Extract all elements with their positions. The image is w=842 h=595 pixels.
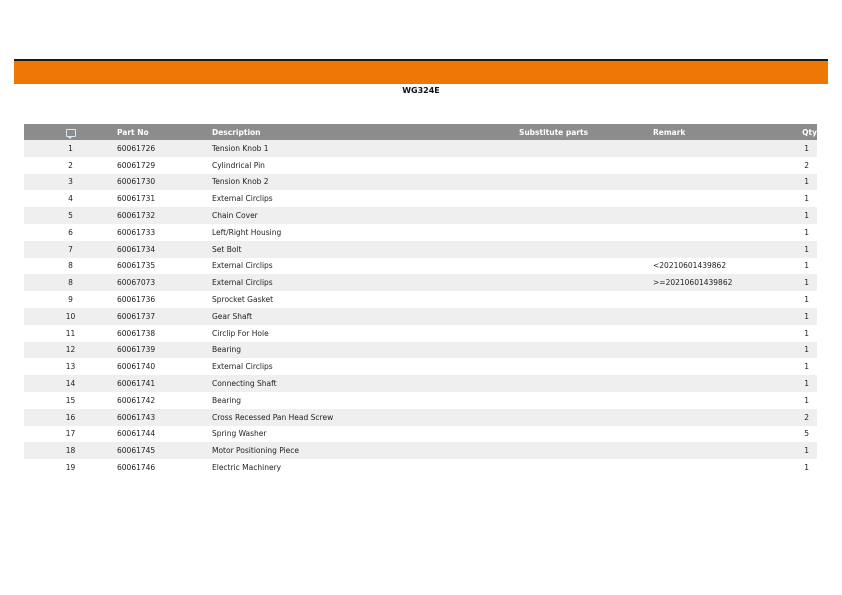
cell-index: 1 — [24, 140, 117, 157]
table-row — [24, 224, 817, 241]
cell-remark — [653, 325, 747, 342]
cell-remark — [653, 207, 747, 224]
cell-index: 6 — [68, 227, 73, 237]
table-row — [24, 174, 817, 191]
cell-qty: 1 — [747, 308, 817, 325]
cell-part-no: 60061743 — [117, 409, 212, 426]
cell-qty: 1 — [804, 295, 809, 305]
table-row — [24, 140, 817, 157]
cell-description: Bearing — [212, 395, 242, 405]
table-row — [24, 258, 817, 275]
table-row — [24, 459, 817, 476]
cell-substitute-parts — [454, 174, 653, 191]
cell-substitute-parts — [454, 375, 653, 392]
cell-remark — [653, 358, 747, 375]
cell-index: 13 — [65, 362, 76, 372]
cell-substitute-parts — [454, 241, 653, 258]
cell-index: 2 — [68, 160, 73, 170]
cell-substitute-parts — [454, 442, 653, 459]
table-row — [24, 409, 817, 426]
cell-index: 19 — [65, 463, 76, 473]
cell-remark — [653, 459, 747, 476]
table-row — [24, 342, 817, 359]
cell-remark — [653, 241, 747, 258]
cell-remark — [653, 308, 747, 325]
cell-qty: 1 — [747, 207, 817, 224]
cell-description: Motor Positioning Piece — [212, 442, 454, 459]
cell-qty: 1 — [747, 140, 817, 157]
table-row — [24, 157, 817, 174]
header-part-no: Part No — [117, 124, 212, 140]
cell-substitute-parts — [454, 392, 653, 409]
cell-description: Spring Washer — [212, 429, 267, 439]
cell-remark — [653, 426, 747, 443]
cell-qty: 2 — [747, 409, 817, 426]
cell-qty: 1 — [747, 442, 817, 459]
cell-index: 7 — [24, 241, 117, 258]
cell-substitute-parts — [454, 308, 653, 325]
cell-description: External Circlips — [212, 274, 454, 291]
cell-qty: 1 — [747, 241, 817, 258]
cell-remark — [653, 224, 747, 241]
cell-substitute-parts — [454, 274, 653, 291]
table-header-row — [24, 124, 817, 140]
cell-substitute-parts — [454, 342, 653, 359]
cell-remark — [653, 157, 747, 174]
cell-substitute-parts — [454, 157, 653, 174]
cell-index: 15 — [65, 395, 76, 405]
cell-qty: 1 — [804, 362, 809, 372]
table-row — [24, 274, 817, 291]
cell-description: Electric Machinery — [212, 463, 282, 473]
cell-substitute-parts — [454, 409, 653, 426]
cell-remark — [653, 291, 747, 308]
cell-description: Bearing — [212, 342, 454, 359]
cell-description: Cylindrical Pin — [212, 160, 265, 170]
cell-part-no: 60061738 — [117, 328, 156, 338]
table-row — [24, 291, 817, 308]
table-row — [24, 190, 817, 207]
table-row — [24, 241, 817, 258]
cell-part-no: 60061731 — [117, 194, 156, 204]
cell-index: 14 — [24, 375, 117, 392]
cell-description: Connecting Shaft — [212, 375, 454, 392]
cell-part-no: 60061746 — [117, 463, 156, 473]
cell-part-no: 60061742 — [117, 395, 156, 405]
cell-remark — [653, 392, 747, 409]
cell-index: 11 — [65, 328, 76, 338]
cell-part-no: 60061732 — [117, 207, 212, 224]
cell-index: 18 — [24, 442, 117, 459]
cell-qty: 2 — [804, 160, 809, 170]
cell-remark: <20210601439862 — [653, 261, 727, 271]
cell-qty: 1 — [747, 274, 817, 291]
cell-description: External Circlips — [212, 194, 273, 204]
cell-qty: 1 — [804, 261, 809, 271]
cell-description: External Circlips — [212, 261, 273, 271]
cell-qty: 1 — [747, 375, 817, 392]
cell-substitute-parts — [454, 426, 653, 443]
header-qty: Qty — [747, 124, 817, 140]
cell-part-no: 60067073 — [117, 274, 212, 291]
table-row — [24, 325, 817, 342]
cell-remark — [653, 342, 747, 359]
cell-part-no: 60061729 — [117, 160, 156, 170]
cell-qty: 1 — [804, 328, 809, 338]
header-description: Description — [212, 124, 454, 140]
cell-description: Gear Shaft — [212, 308, 454, 325]
cell-qty: 1 — [747, 174, 817, 191]
comment-icon — [66, 129, 76, 137]
cell-index: 8 — [24, 274, 117, 291]
cell-substitute-parts — [454, 325, 653, 342]
cell-part-no: 60061739 — [117, 342, 212, 359]
header-comment — [24, 124, 117, 140]
cell-index: 3 — [24, 174, 117, 191]
cell-part-no: 60061736 — [117, 295, 156, 305]
table-row — [24, 358, 817, 375]
cell-part-no: 60061734 — [117, 241, 212, 258]
cell-part-no: 60061730 — [117, 174, 212, 191]
table-row — [24, 426, 817, 443]
cell-remark: >=20210601439862 — [653, 274, 747, 291]
cell-substitute-parts — [454, 190, 653, 207]
cell-qty: 1 — [804, 395, 809, 405]
parts-body — [24, 140, 817, 476]
model-title: WG324E — [402, 86, 440, 95]
cell-part-no: 60061740 — [117, 362, 156, 372]
cell-index: 9 — [68, 295, 73, 305]
cell-part-no: 60061745 — [117, 442, 212, 459]
cell-substitute-parts — [454, 358, 653, 375]
cell-part-no: 60061744 — [117, 429, 156, 439]
cell-index: 4 — [68, 194, 73, 204]
cell-substitute-parts — [454, 207, 653, 224]
cell-index: 12 — [24, 342, 117, 359]
table-row — [24, 207, 817, 224]
cell-description: Cross Recessed Pan Head Screw — [212, 409, 454, 426]
cell-part-no: 60061737 — [117, 308, 212, 325]
cell-remark — [653, 409, 747, 426]
cell-part-no: 60061735 — [117, 261, 156, 271]
cell-part-no: 60061741 — [117, 375, 212, 392]
table-row — [24, 308, 817, 325]
cell-substitute-parts — [454, 224, 653, 241]
cell-description: Set Bolt — [212, 241, 454, 258]
cell-description: Chain Cover — [212, 207, 454, 224]
cell-remark — [653, 442, 747, 459]
cell-qty: 1 — [804, 227, 809, 237]
cell-part-no: 60061726 — [117, 140, 212, 157]
cell-index: 5 — [24, 207, 117, 224]
cell-index: 17 — [65, 429, 76, 439]
table-row — [24, 375, 817, 392]
cell-index: 10 — [24, 308, 117, 325]
cell-remark — [653, 190, 747, 207]
cell-qty: 1 — [804, 463, 809, 473]
cell-remark — [653, 174, 747, 191]
cell-description: Sprocket Gasket — [212, 295, 274, 305]
cell-index: 8 — [68, 261, 73, 271]
header-substitute-parts: Substitute parts — [454, 124, 653, 140]
cell-description: Tension Knob 2 — [212, 174, 454, 191]
cell-description: Circlip For Hole — [212, 328, 269, 338]
cell-remark — [653, 375, 747, 392]
cell-qty: 1 — [804, 194, 809, 204]
cell-qty: 5 — [804, 429, 809, 439]
cell-substitute-parts — [454, 291, 653, 308]
cell-index: 16 — [24, 409, 117, 426]
parts-table — [24, 124, 817, 476]
cell-substitute-parts — [454, 459, 653, 476]
cell-description: External Circlips — [212, 362, 273, 372]
table-row — [24, 442, 817, 459]
cell-part-no: 60061733 — [117, 227, 156, 237]
header-remark: Remark — [653, 124, 747, 140]
cell-description: Tension Knob 1 — [212, 140, 454, 157]
table-row — [24, 392, 817, 409]
cell-remark — [653, 140, 747, 157]
cell-description: Left/Right Housing — [212, 227, 282, 237]
header-band — [14, 61, 828, 84]
cell-substitute-parts — [454, 140, 653, 157]
cell-substitute-parts — [454, 258, 653, 275]
cell-qty: 1 — [747, 342, 817, 359]
